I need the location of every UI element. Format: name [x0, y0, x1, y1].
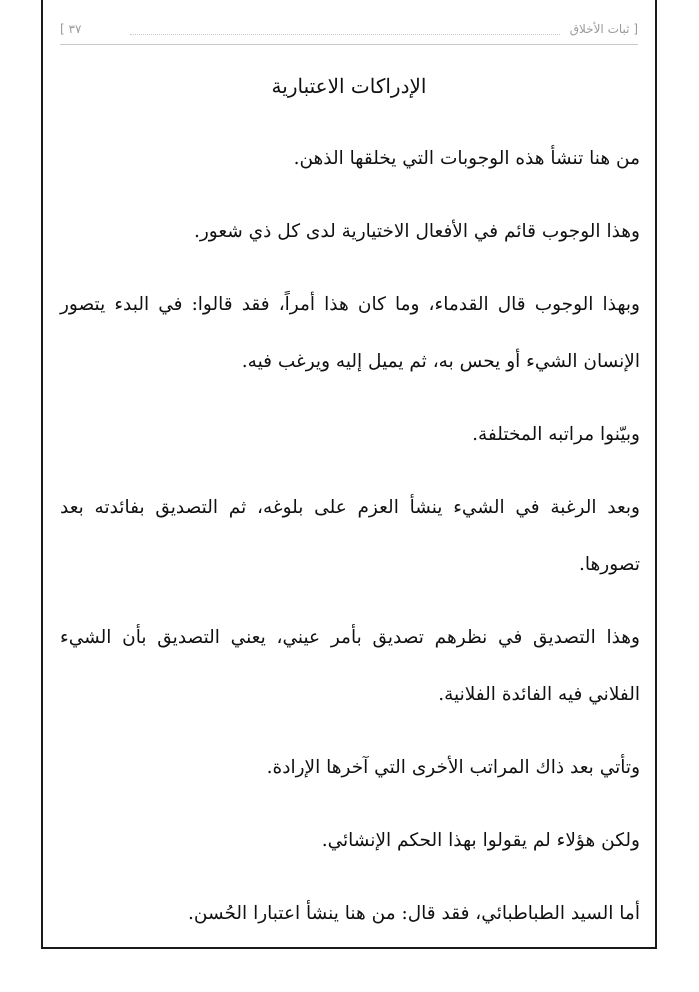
- paragraph: وهذا التصديق في نظرهم تصديق بأمر عيني، يعني التصديق بأن الشيء الفلاني فيه الفائدة الفلانية.: [60, 627, 640, 705]
- body-text: [60, 130, 640, 958]
- header-dot-leader: [130, 34, 560, 35]
- running-header: [60, 20, 638, 45]
- paragraph: وبعد الرغبة في الشيء ينشأ العزم على بلوغه، ثم التصديق بفائدته بعد تصورها.: [60, 497, 640, 575]
- paragraph: ولكن هؤلاء لم يقولوا بهذا الحكم الإنشائي.: [321, 830, 640, 851]
- paragraph: وبيّنوا مراتبه المختلفة.: [472, 424, 640, 445]
- paragraph: وهذا الوجوب قائم في الأفعال الاختيارية لدى كل ذي شعور.: [193, 221, 640, 242]
- running-title: [ ثبات الأخلاق: [569, 22, 638, 36]
- paragraph: أما السيد الطباطبائي، فقد قال: من هنا ينشأ اعتبارا الحُسن.: [188, 903, 640, 924]
- section-title: الإدراكات الاعتبارية: [271, 74, 427, 98]
- paragraph: من هنا تنشأ هذه الوجوبات التي يخلقها الذهن.: [293, 148, 640, 169]
- paragraph: وبهذا الوجوب قال القدماء، وما كان هذا أمراً، فقد قالوا: في البدء يتصور الإنسان الشيء أو يحس به، ثم يميل إليه ويرغب فيه.: [60, 294, 640, 372]
- paragraph: وتأتي بعد ذاك المراتب الأخرى التي آخرها الإرادة.: [266, 757, 640, 778]
- page-number: ٣٧ ]: [60, 22, 82, 36]
